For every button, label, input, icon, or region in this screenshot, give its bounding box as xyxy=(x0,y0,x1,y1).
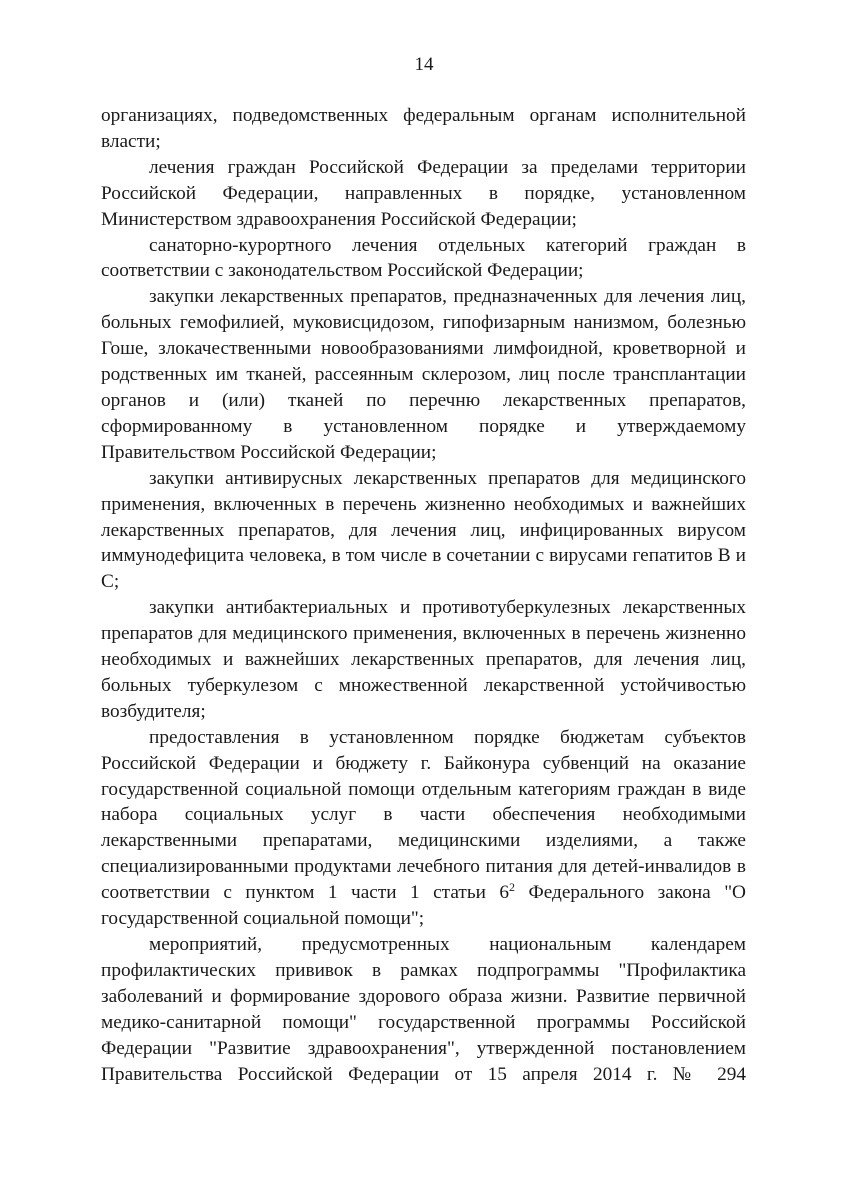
paragraph-continuation: организациях, подведомственных федеральным органам исполнительной власти; xyxy=(101,105,746,152)
subventions-text: предоставления в установленном порядке бюджетам субъектов Российской Федерации и бюджету г. Байконура субвенций на оказание государственной социальной помощи отдельным категориям граждан в виде набора социальных услуг в части обеспечения необходимыми лекарственными препаратами, медицинскими изделиями, а также специализированными продуктами лечебного питания для детей-инвалидов в соответствии с пунктом 1 части 1 статьи 6 xyxy=(101,726,746,904)
paragraph-subventions xyxy=(101,725,746,932)
page-number: 14 xyxy=(414,54,434,75)
paragraph-drug-purchase-rare-diseases: закупки лекарственных препаратов, предназначенных для лечения лиц, больных гемофилией, муковисцидозом, гипофизарным нанизмом, болезнью Гоше, злокачественными новообразованиями лимфоидной, кроветворной и родственных им тканей, рассеянным склерозом, лиц после трансплантации органов и (или) тканей по перечню лекарственных препаратов, сформированному в установленном порядке и утверждаемому Правительством Российской Федерации; xyxy=(101,286,746,463)
paragraph-antibacterial-drugs: закупки антибактериальных и противотуберкулезных лекарственных препаратов для медицинского применения, включенных в перечень жизненно необходимых и важнейших лекарственных препаратов, для лечения лиц, больных туберкулезом с множественной лекарственной устойчивостью возбудителя; xyxy=(101,597,746,722)
paragraph-sanatorium-treatment: санаторно-курортного лечения отдельных категорий граждан в соответствии с законодательством Российской Федерации; xyxy=(101,234,746,282)
paragraph-treatment-abroad: лечения граждан Российской Федерации за пределами территории Российской Федерации, направленных в порядке, установленном Министерством здравоохранения Российской Федерации; xyxy=(101,156,746,230)
paragraph-antiviral-drugs: закупки антивирусных лекарственных препаратов для медицинского применения, включенных в перечень жизненно необходимых и важнейших лекарственных препаратов, для лечения лиц, инфицированных вирусом иммунодефицита человека, в том числе в сочетании с вирусами гепатитов B и C; xyxy=(101,467,746,593)
document-body xyxy=(101,103,746,1087)
paragraph-vaccination-calendar: мероприятий, предусмотренных национальным календарем профилактических прививок в рамках подпрограммы "Профилактика заболеваний и формирование здорового образа жизни. Развитие первичной медико-санитарной помощи" государственной программы Российской Федерации "Развитие здравоохранения", утвержденной постановлением Правительства Российской Федерации от 15 апреля 2014 г. № 294 xyxy=(101,934,746,1085)
subventions-text-end: Федерального закона "О государственной социальной помощи"; xyxy=(101,882,746,930)
article-superscript: 2 xyxy=(509,880,516,895)
